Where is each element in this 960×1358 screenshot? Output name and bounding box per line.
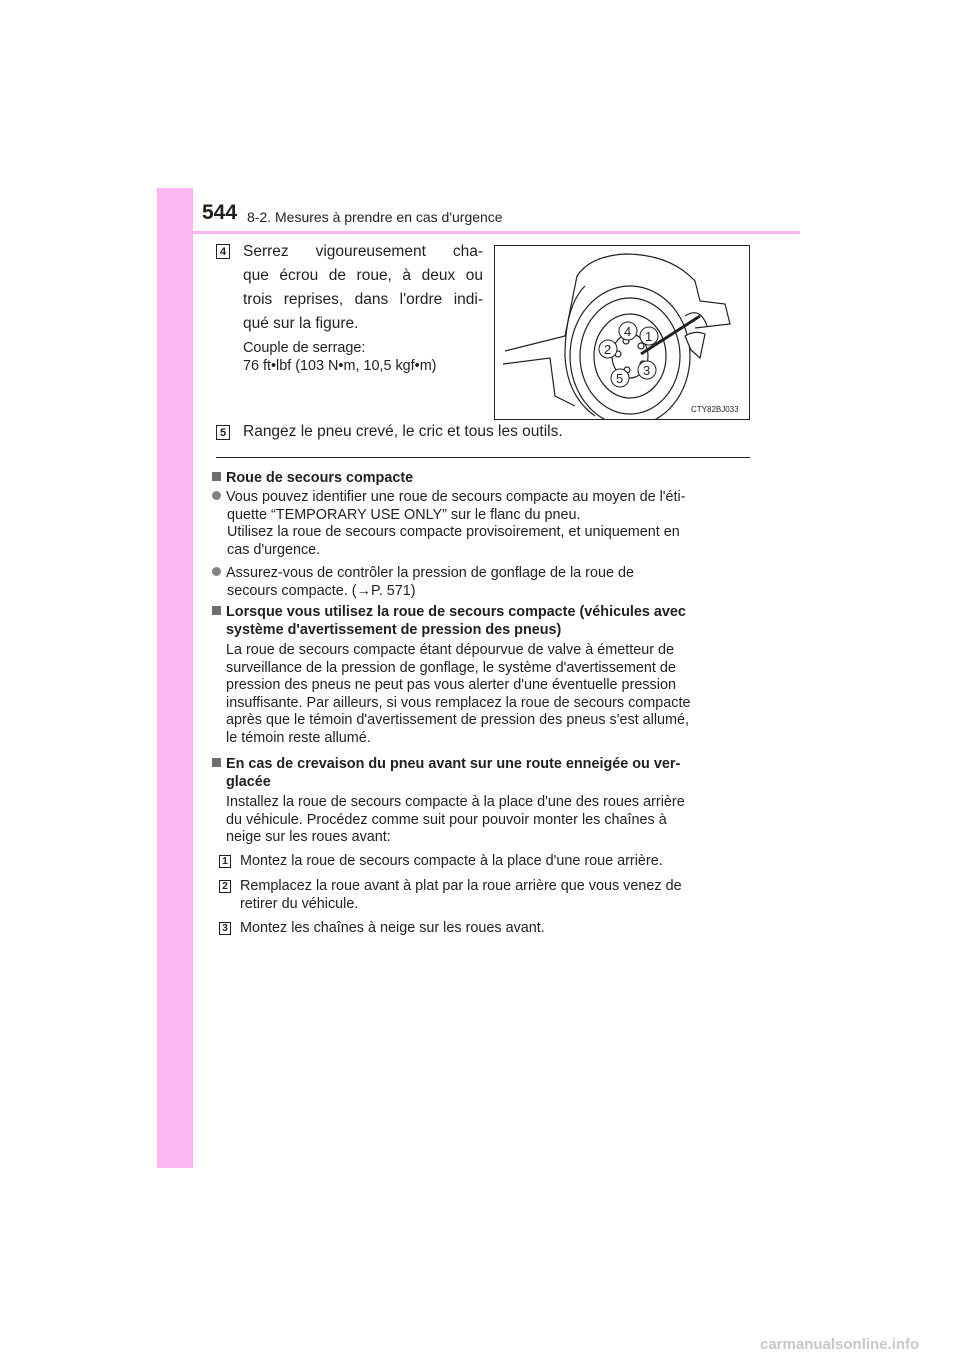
- figure-number-5: 5: [616, 371, 624, 386]
- figure-number-4: 4: [624, 324, 632, 339]
- note-body-tpws: La roue de secours compacte étant dépourvue de valve à émetteur de surveillance de la pression de gonflage, le système d'avertissement de pression des pneus ne peut pas vous alerter d'une éventuelle pression insuffisante. Par ailleurs, si vous remplacez la roue de secours compacte après que le témoin d'avertissement de pression des pneus s'est allumé, le témoin reste allumé.: [226, 642, 691, 746]
- torque-label: Couple de serrage:: [243, 340, 366, 356]
- step-5-marker: 5: [216, 425, 230, 440]
- step-4-line: qué sur la figure.: [243, 315, 359, 332]
- torque-value: 76 ft•lbf (103 N•m, 10,5 kgf•m): [243, 357, 437, 374]
- step-5-text: Rangez le pneu crevé, le cric et tous les outils.: [243, 423, 563, 440]
- square-bullet-icon: [212, 606, 221, 615]
- wheel-illustration: [495, 246, 749, 419]
- step-4-line: trois reprises, dans l'ordre indi-: [243, 291, 483, 308]
- wheel-nut-figure: [494, 245, 750, 420]
- note-bullet-2: Assurez-vous de contrôler la pression de gonflage de la roue de secours compacte. (→P. 571): [212, 565, 752, 600]
- snow-step-1-marker: 1: [219, 855, 231, 868]
- snow-step-2-text: Remplacez la roue avant à plat par la roue arrière que vous venez de retirer du véhicule.: [240, 878, 682, 912]
- watermark: carmanualsonline.info: [760, 1336, 920, 1353]
- note-body-snow: Installez la roue de secours compacte à la place d'une des roues arrière du véhicule. Procédez comme suit pour pouvoir monter les chaînes à neige sur les roues avant:: [226, 794, 685, 845]
- step-4-text: [243, 240, 483, 336]
- snow-step-3-text: Montez les chaînes à neige sur les roues avant.: [240, 920, 545, 936]
- square-bullet-icon: [212, 472, 221, 481]
- dot-bullet-icon: [212, 567, 221, 576]
- dot-bullet-icon: [212, 491, 221, 500]
- step-4-line: Serrez vigoureusement cha-: [243, 243, 483, 260]
- page-number: 544: [202, 201, 238, 224]
- step-4-line: que écrou de roue, à deux ou: [243, 267, 483, 284]
- torque-spec: [243, 340, 436, 375]
- section-title: 8-2. Mesures à prendre en cas d'urgence: [247, 209, 503, 225]
- note-heading-tpws: Lorsque vous utilisez la roue de secours compacte (véhicules avec système d'avertissement de pression des pneus): [212, 604, 752, 639]
- note-heading-snow: En cas de crevaison du pneu avant sur une route enneigée ou ver- glacée: [212, 756, 752, 791]
- figure-code: CTY82BJ033: [691, 405, 739, 414]
- snow-step-3-marker: 3: [219, 922, 231, 935]
- figure-number-1: 1: [645, 329, 653, 344]
- header-rule: [157, 231, 800, 234]
- note-bullet-1: Vous pouvez identifier une roue de secours compacte au moyen de l'éti- quette “TEMPORARY USE ONLY” sur le flanc du pneu. Utilisez la roue de secours compacte provisoirement, et uniquement en cas d'urgence.: [212, 489, 752, 559]
- note-heading-compact-spare: Roue de secours compacte: [212, 470, 413, 488]
- figure-number-3: 3: [643, 363, 651, 378]
- step-4-marker: 4: [216, 244, 230, 259]
- square-bullet-icon: [212, 758, 221, 767]
- section-divider: [216, 457, 750, 458]
- sidebar-tab: [157, 188, 193, 1168]
- figure-number-2: 2: [604, 342, 612, 357]
- snow-step-2-marker: 2: [219, 880, 231, 893]
- snow-step-1-text: Montez la roue de secours compacte à la place d'une roue arrière.: [240, 853, 663, 869]
